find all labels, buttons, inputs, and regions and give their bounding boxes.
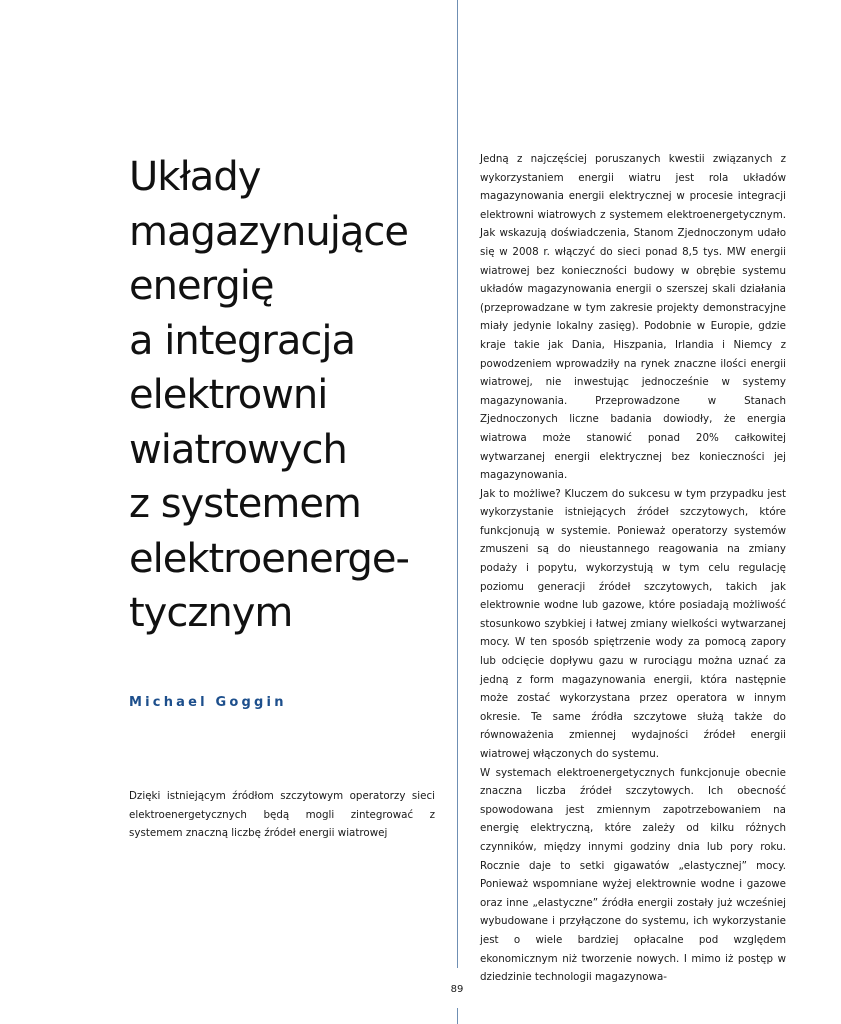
- title-line: magazynujące: [129, 208, 408, 255]
- title-line: tycznym: [129, 590, 293, 636]
- body-paragraph: W systemach elektroenergetycznych funkcjonuje obecnie znaczna liczba źródeł szczytowych. Ich obecność spowodowana jest zmiennym zapotrzebowaniem na energię elektryczną, które zależy od kilku różnych czynników, między innymi godziny dnia lub pory roku. Rocznie daje to setki gigawatów „elastycznej” mocy. Ponieważ wspomniane wyżej elektrownie wodne i gazowe oraz inne „elastyczne” źródła energii zostały już wcześniej wybudowane i przyłączone do systemu, ich wykorzystanie jest o wiele bardziej opłacalne pod względem ekonomicznym niż tworzenie nowych. I mimo iż postęp w dziedzinie technologii magazynowa-: [480, 766, 786, 984]
- title-line: z systemem: [129, 481, 361, 527]
- column-divider-bottom: [457, 1008, 458, 1024]
- body-paragraph: Jak to możliwe? Kluczem do sukcesu w tym przypadku jest wykorzystanie istniejących źródeł szczytowych, które funkcjonują w systemie. Ponieważ operatorzy systemów zmuszeni są do nieustannego reagowania na zmiany podaży i popytu, wykorzystują w tym celu regulację poziomu generacji źródeł szczytowych, takich jak elektrownie wodne lub gazowe, które posiadają możliwość stosunkowo szybkiej i łatwej zmiany wielkości wytwarzanej mocy. W ten sposób spiętrzenie wody za pomocą zapory lub odcięcie dopływu gazu w rurociągu można uznać za jedną z form magazynowania energii, która następnie może zostać wykorzystana przez operatora w innym okresie. Te same źródła szczytowe służą także do równoważenia zmiennej wydajności źródeł energii wiatrowej włączonych do systemu.: [480, 487, 786, 760]
- article-body: [480, 150, 786, 987]
- title-line: a integracja: [129, 317, 355, 364]
- body-paragraph: Jedną z najczęściej poruszanych kwestii związanych z wykorzystaniem energii wiatru jest rola układów magazynowania energii elektrycznej w procesie integracji elektrowni wiatrowych z systemem elektroenergetycznym. Jak wskazują doświadczenia, Stanom Zjednoczonym udało się w 2008 r. włączyć do sieci ponad 8,5 tys. MW energii wiatrowej bez konieczności budowy w obrębie systemu układów magazynowania energii o szerszej skali działania (przeprowadzane w tym zakresie projekty demonstracyjne miały jedynie lokalny zasięg). Podobnie w Europie, gdzie kraje takie jak Dania, Hiszpania, Irlandia i Niemcy z powodzeniem wprowadziły na rynek znaczne ilości energii wiatrowej, nie inwestując jednocześnie w systemy magazynowania. Przeprowadzone w Stanach Zjednoczonych liczne badania dowiodły, że energia wiatrowa może stanowić ponad 20% całkowitej wytwarzanej energii elektrycznej bez konieczności jej magazynowania.: [480, 153, 786, 482]
- page-number: 89: [450, 984, 464, 995]
- author-name: Michael Goggin: [129, 695, 287, 710]
- title-line: energię: [129, 263, 274, 309]
- title-line: Układy: [129, 154, 261, 200]
- title-line: elektroenerge-: [129, 535, 409, 582]
- title-line: wiatrowych: [129, 426, 347, 473]
- title-line: elektrowni: [129, 372, 328, 418]
- article-lead: Dzięki istniejącym źródłom szczytowym operatorzy sieci elektroenergetycznych będą mogli zintegrować z systemem znaczną liczbę źródeł energii wiatrowej: [129, 790, 435, 840]
- article-title: [129, 150, 449, 641]
- column-divider: [457, 0, 458, 968]
